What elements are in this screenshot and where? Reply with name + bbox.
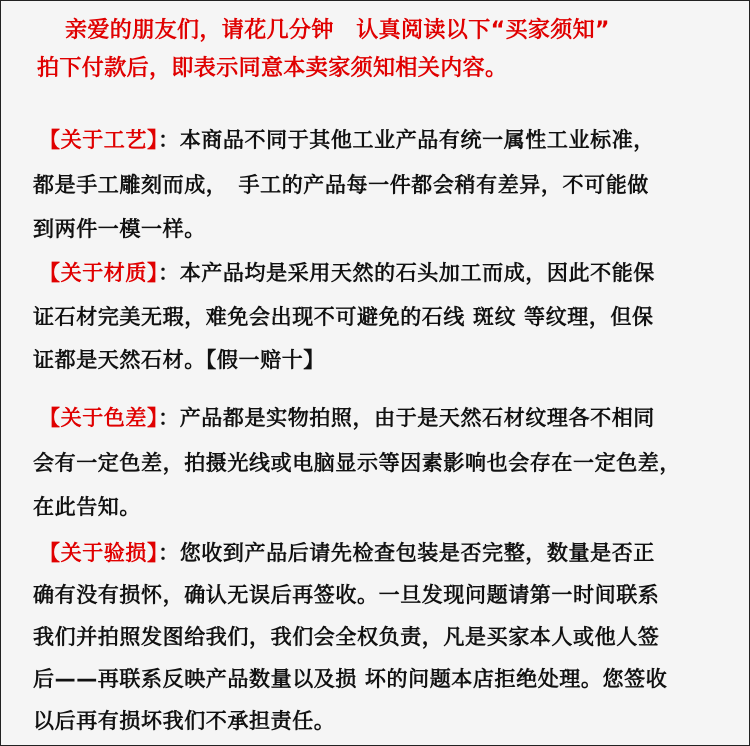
section-material-text: ：本产品均是采用天然的石头加工而成，因此不能保 [158,261,655,285]
section-craft-text: ：本商品不同于其他工业产品有统一属性工业标准， [158,128,655,152]
section-material-line-2: 证石材完美无瑕，难免会出现不可避免的石线 斑纹 等纹理，但保 [33,305,654,329]
section-inspect-line-2: 确有没有损怀，确认无误后再签收。一旦发现问题请第一时间联系 [33,583,660,607]
section-color-line-2: 会有一定色差，拍摄光线或电脑显示等因素影响也会存在一定色差， [33,451,681,475]
section-color-text: ：产品都是实物拍照，由于是天然石材纹理各不相同 [158,406,655,430]
section-material-line-1 [39,257,655,287]
section-craft-line-1 [39,124,655,154]
section-inspect-tag: 【关于验损】 [39,541,159,565]
section-craft-line-2: 都是手工雕刻而成， 手工的产品每一件都会稍有差异，不可能做 [33,173,649,197]
section-inspect-line-3: 我们并拍照发图给我们，我们会全权负责，凡是买家本人或他人签 [33,625,660,649]
section-color-tag: 【关于色差】 [39,406,159,430]
section-material-tag: 【关于材质】 [39,261,159,285]
section-craft-tag: 【关于工艺】 [39,128,159,152]
section-color-line-3: 在此告知。 [33,495,141,519]
section-inspect-line-5: 以后再有损坏我们不承担责任。 [33,709,336,733]
intro-line-2: 拍下付款后，即表示同意本卖家须知相关内容。 [37,56,508,81]
section-craft-line-3: 到两件一模一样。 [33,217,206,241]
section-inspect-line-1 [39,537,655,567]
section-inspect-text: ：您收到产品后请先检查包装是否完整，数量是否正 [158,541,655,565]
section-material-line-3: 证都是天然石材。【假一赔十】 [33,348,325,372]
section-inspect-line-4: 后——再联系反映产品数量以及损 坏的问题本店拒绝处理。您签收 [33,667,668,691]
intro-line-1: 亲爱的朋友们，请花几分钟 认真阅读以下“买家须知” [65,18,610,43]
section-color-line-1 [39,402,655,432]
